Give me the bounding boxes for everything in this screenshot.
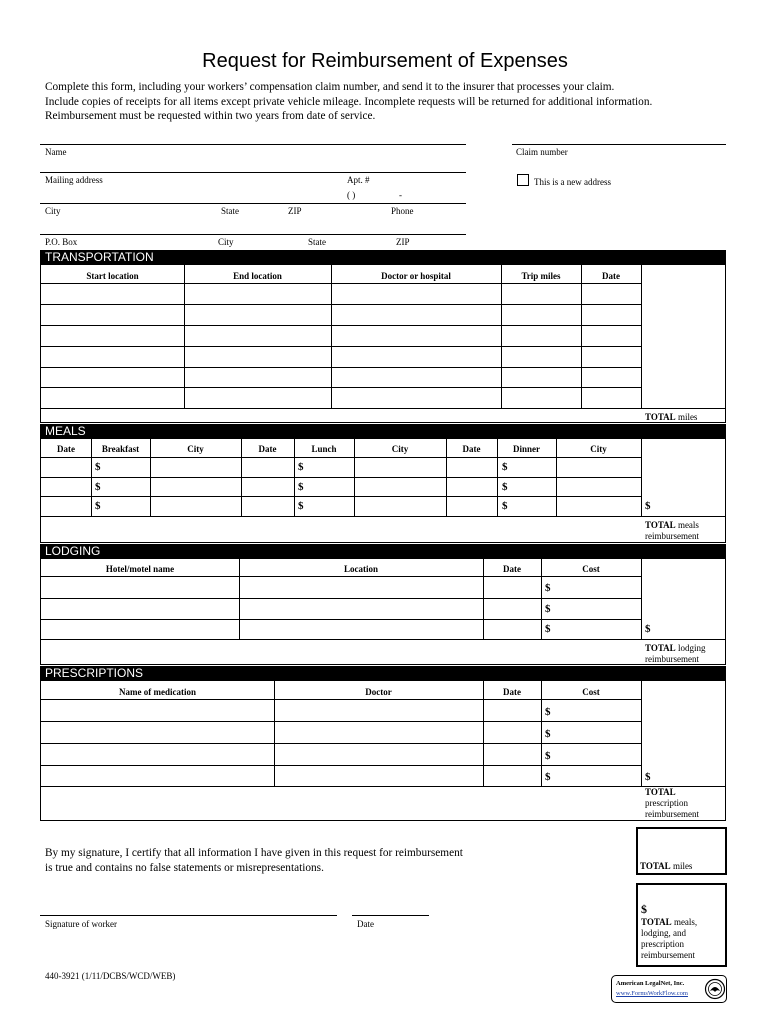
prescriptions-total-dollar: $ (645, 771, 651, 783)
col-date: Date (602, 271, 620, 281)
total-meals-label: TOTAL meals reimbursement (645, 520, 699, 541)
col-date: Date (503, 564, 521, 574)
signature-line[interactable] (40, 915, 337, 916)
summary-total-label: TOTAL meals, lodging, and prescription reimbursement (641, 917, 698, 960)
cost-dollar: $ (545, 728, 551, 740)
col-hotel-name: Hotel/motel name (105, 564, 175, 574)
instructions-line-2: Include copies of receipts for all items except private vehicle mileage. Incomplete requests will be returned for additional information. (45, 95, 653, 108)
name-label: Name (45, 147, 67, 157)
col-date: Date (57, 444, 75, 454)
total-lodging-label: TOTAL lodging reimbursement (645, 643, 706, 664)
zip-label: ZIP (288, 206, 302, 216)
col-cost: Cost (582, 564, 600, 574)
col-city: City (187, 444, 204, 454)
publisher-url[interactable]: www.FormsWorkFlow.com (616, 990, 688, 997)
apt-label: Apt. # (347, 175, 370, 185)
prescriptions-table (40, 680, 726, 821)
transportation-table (40, 264, 726, 423)
col-breakfast: Breakfast (101, 444, 140, 454)
eagle-seal-icon (704, 978, 726, 1000)
meals-total-dollar: $ (645, 500, 651, 512)
col-medication-name: Name of medication (119, 687, 196, 697)
claim-number-label: Claim number (516, 147, 568, 157)
publisher-badge (611, 975, 727, 1003)
col-date: Date (503, 687, 521, 697)
state-label: State (221, 206, 239, 216)
total-reimbursement-box[interactable] (636, 883, 727, 967)
instructions (45, 80, 652, 124)
breakfast-dollar: $ (95, 481, 101, 493)
col-trip-miles: Trip miles (521, 271, 561, 281)
meals-table (40, 438, 726, 543)
lodging-header: LODGING (40, 544, 726, 558)
publisher-name: American LegalNet, Inc. (616, 980, 685, 987)
lunch-dollar: $ (298, 481, 304, 493)
signature-label: Signature of worker (45, 919, 117, 929)
city-state-zip-phone-field[interactable] (40, 217, 466, 231)
summary-total-dollar: $ (641, 902, 647, 916)
lunch-dollar: $ (298, 500, 304, 512)
col-cost: Cost (582, 687, 600, 697)
total-prescription-label: TOTAL prescription reimbursement (645, 787, 699, 819)
prescriptions-header: PRESCRIPTIONS (40, 666, 726, 680)
total-miles-box[interactable] (636, 827, 727, 875)
form-number: 440-3921 (1/11/DCBS/WCD/WEB) (45, 971, 176, 981)
summary-total-miles-label: TOTAL miles (640, 861, 693, 871)
certification-line-2: is true and contains no false statements or misrepresentations. (45, 861, 324, 874)
city-label: City (45, 206, 61, 216)
col-end-location: End location (233, 271, 282, 281)
breakfast-dollar: $ (95, 500, 101, 512)
col-lunch: Lunch (311, 444, 337, 454)
col-doctor: Doctor (365, 687, 392, 697)
claim-number-field[interactable] (512, 158, 726, 172)
col-date: Date (258, 444, 277, 454)
date-line[interactable] (352, 915, 429, 916)
po-city-label: City (218, 237, 234, 247)
cost-dollar: $ (545, 706, 551, 718)
page-title: Request for Reimbursement of Expenses (202, 50, 568, 72)
cost-dollar: $ (545, 750, 551, 762)
col-dinner: Dinner (513, 444, 540, 454)
meals-header: MEALS (40, 424, 726, 438)
col-doctor-hospital: Doctor or hospital (381, 271, 451, 281)
cost-dollar: $ (545, 582, 551, 594)
cost-dollar: $ (545, 603, 551, 615)
cost-dollar: $ (545, 623, 551, 635)
instructions-line-1: Complete this form, including your workers’ compensation claim number, and send it to the insurer that processes your claim. (45, 81, 615, 93)
dinner-dollar: $ (502, 461, 508, 473)
col-start-location: Start location (86, 271, 139, 281)
po-state-label: State (308, 237, 326, 247)
phone-area-code: ( ) (347, 190, 356, 200)
cost-dollar: $ (545, 771, 551, 783)
new-address-checkbox[interactable] (517, 174, 529, 186)
name-field[interactable] (40, 158, 466, 172)
dinner-dollar: $ (502, 500, 508, 512)
instructions-line-3: Reimbursement must be requested within two years from date of service. (45, 110, 376, 122)
breakfast-dollar: $ (95, 461, 101, 473)
col-city: City (590, 444, 607, 454)
col-city: City (391, 444, 409, 454)
mailing-address-field[interactable] (40, 186, 466, 200)
col-date: Date (462, 444, 481, 454)
phone-dash: - (399, 190, 402, 200)
lodging-total-dollar: $ (645, 623, 651, 635)
certification-line-1: By my signature, I certify that all information I have given in this request for reimbursement (45, 847, 463, 859)
new-address-label: This is a new address (534, 177, 611, 187)
mailing-address-label: Mailing address (45, 175, 103, 185)
dinner-dollar: $ (502, 481, 508, 493)
col-location: Location (343, 564, 378, 574)
date-label: Date (357, 919, 374, 929)
total-miles-label: TOTAL miles (645, 412, 698, 422)
transportation-header: TRANSPORTATION (40, 250, 726, 264)
po-box-label: P.O. Box (45, 237, 78, 247)
phone-label: Phone (391, 206, 414, 216)
certification-text (45, 846, 463, 875)
lodging-table (40, 558, 726, 665)
po-zip-label: ZIP (396, 237, 410, 247)
lunch-dollar: $ (298, 461, 304, 473)
